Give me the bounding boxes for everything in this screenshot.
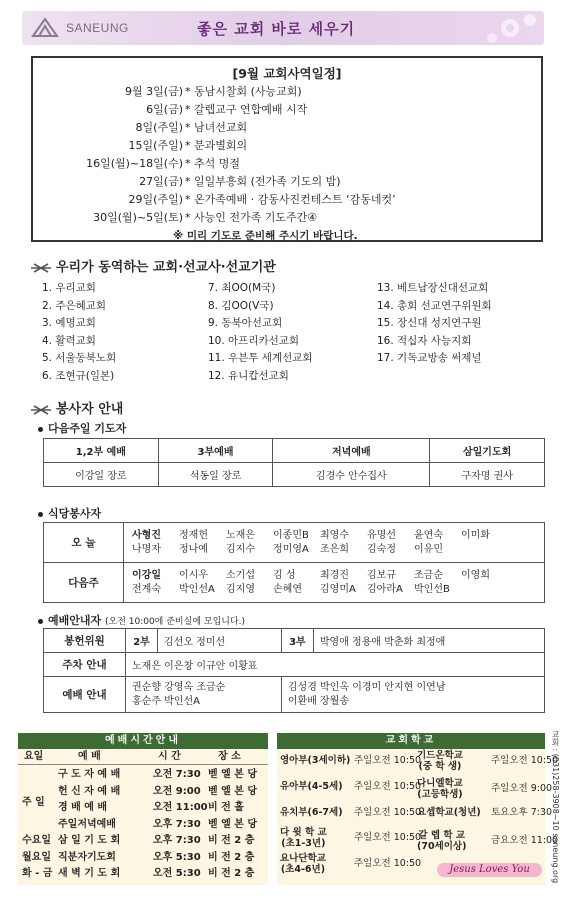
partner-item: 3. 예명교회 [42, 317, 96, 329]
schedule-row [33, 209, 543, 226]
school-time: 주일오전 10:50 [491, 755, 559, 766]
volunteer-name: 사형진 [132, 529, 161, 541]
schedule-event: * 온가족예배 · 감동사진컨테스트 ‘감동네컷’ [185, 193, 396, 206]
worship-name: 주일저녁예배 [58, 818, 116, 830]
school-dept: 갈 렙 학 교 (70세이상) [417, 830, 467, 852]
kitchen-subtitle: 식당봉사자 [38, 505, 101, 521]
worship-time: 오전 9:00 [153, 785, 201, 797]
worship-name: 새 벽 기 도 회 [58, 868, 121, 879]
church-school-title: 교회학교 [277, 733, 545, 749]
schedule-event: * 사능인 전가족 기도주간④ [185, 211, 318, 224]
volunteer-name: 이종민B [273, 529, 309, 541]
section-ornament-icon [30, 404, 52, 416]
school-time: 토요오후 7:30 [491, 807, 553, 818]
worship-name: 헌 신 자 예 배 [58, 785, 121, 797]
school-dept: 요셉학교(청년) [417, 807, 481, 818]
schedule-date: 16일(월)~18일(수) [86, 157, 183, 170]
prayer-header: 저녁예배 [273, 439, 430, 463]
worship-time: 오전 11:00 [153, 802, 208, 813]
volunteer-name: 김영미A [320, 583, 356, 595]
volunteer-name: 김지수 [226, 543, 255, 555]
church-logo-icon [30, 16, 60, 40]
schedule-date: 15일(주일) [128, 139, 183, 152]
partner-item: 16. 적십자 사능지회 [377, 334, 472, 347]
partner-item: 1. 우리교회 [42, 282, 96, 294]
worship-row [18, 834, 268, 848]
worship-place: 벧 엘 본 당 [208, 769, 258, 780]
worship-times-panel [18, 733, 268, 885]
partner-item: 13. 베트남장신대선교회 [377, 282, 489, 294]
partner-item: 15. 장신대 성지연구원 [377, 317, 482, 329]
schedule-row [33, 83, 543, 100]
guide-names-b: 김성경 박인옥 이경미 안지현 이연남 이환배 장월송 [281, 677, 544, 713]
ushers-subtitle: 예배안내자 (오전 10:00에 준비실에 모입니다.) [38, 612, 245, 628]
volunteer-name: 정재헌 [179, 529, 208, 541]
volunteer-name: 박인선A [179, 583, 215, 595]
schedule-row [33, 101, 543, 118]
volunteer-name: 나명자 [132, 543, 161, 555]
worship-time: 오전 7:30 [153, 769, 201, 780]
schedule-date: 6일(금) [146, 103, 183, 116]
worship-time: 오후 7:30 [153, 818, 201, 830]
prayer-value: 김경수 안수집사 [273, 463, 430, 487]
school-dept: 유아부(4-5세) [280, 781, 343, 792]
volunteer-name: 김숙정 [367, 543, 396, 555]
school-dept: 다 윗 학 교 (초1-3년) [280, 827, 327, 849]
prayer-header: 삼일기도회 [430, 439, 545, 463]
school-time: 주일오전 10:50 [354, 781, 422, 792]
kitchen-names [124, 523, 545, 563]
volunteer-name: 소기섭 [226, 569, 255, 581]
volunteer-name: 전계숙 [132, 583, 161, 595]
service-3-label: 3부 [281, 629, 313, 653]
worship-row [18, 785, 268, 799]
volunteer-name: 정나예 [179, 543, 208, 555]
volunteer-name: 이미화 [461, 529, 490, 541]
volunteer-name: 조은희 [320, 543, 349, 555]
worship-times-title: 예배시간안내 [18, 733, 268, 749]
volunteer-name: 최영수 [320, 529, 349, 541]
volunteer-name: 김아라A [367, 583, 403, 595]
schedule-date: 30일(월)~5일(토) [93, 211, 183, 224]
worship-name: 구 도 자 예 배 [58, 769, 121, 780]
worship-row [18, 818, 268, 832]
kitchen-day: 오 늘 [44, 523, 124, 563]
partner-item: 11. 우븐투 세계선교회 [208, 352, 313, 364]
worship-col-header: 장 소 [218, 751, 241, 762]
worship-time: 오후 7:30 [153, 835, 201, 846]
volunteer-name: 손혜연 [273, 583, 302, 595]
service-3-names: 박영애 정용애 박춘화 최정애 [313, 629, 544, 653]
worship-time: 오전 5:30 [153, 868, 201, 879]
volunteer-name: 조금순 [414, 569, 443, 581]
partner-item: 5. 서울동북노회 [42, 352, 117, 364]
worship-place: 비 전 홀 [208, 802, 244, 813]
worship-time: 오후 5:30 [153, 851, 201, 863]
worship-name: 직분자기도회 [58, 851, 116, 863]
school-time: 주일오전 10:50 [354, 858, 422, 869]
prayer-value: 이강일 장로 [44, 463, 159, 487]
school-time: 금요오전 11:00 [491, 835, 559, 846]
volunteer-name: 박인선B [414, 583, 450, 595]
header-banner [22, 11, 544, 45]
partner-item: 6. 조현규(일본) [42, 369, 115, 382]
kitchen-table [43, 522, 545, 603]
schedule-date: 27일(금) [139, 175, 183, 188]
volunteer-name: 정미영A [273, 543, 309, 555]
schedule-event: * 남녀선교회 [185, 121, 248, 134]
volunteer-name: 이유민 [414, 543, 443, 555]
worship-place: 비 전 2 층 [208, 851, 255, 863]
partner-item: 2. 주은혜교회 [42, 299, 107, 312]
schedule-row [33, 155, 543, 172]
schedule-title: [9월 교회사역일정] [232, 66, 342, 81]
school-dept: 영아부(3세이하) [280, 755, 351, 766]
worship-place: 비 전 2 층 [208, 868, 255, 879]
service-2-names: 김선오 정미선 [158, 629, 282, 653]
schedule-row [33, 119, 543, 136]
volunteer-name: 이영희 [461, 569, 490, 581]
school-dept: 기드온학교 (중 학 생) [417, 750, 463, 772]
volunteer-name: 노재은 [226, 529, 255, 541]
brand-name: SANEUNG [66, 21, 129, 35]
guide-names-a: 권순향 강영옥 조금순 홍순주 박인선A [126, 677, 282, 713]
section-ornament-icon [30, 262, 52, 274]
worship-place: 비 전 2 층 [208, 835, 255, 846]
school-time: 주일오전 9:00 [491, 783, 553, 794]
worship-day: 월요일 [22, 851, 51, 863]
schedule-date: 9월 3일(금) [125, 85, 183, 98]
parking-label: 주차 안내 [44, 653, 126, 677]
school-dept: 다니엘학교 (고등학생) [417, 778, 463, 800]
worship-name: 경 배 예 배 [58, 802, 108, 813]
worship-col-header: 요일 [24, 751, 44, 762]
volunteer-name: 이강일 [132, 569, 161, 581]
volunteer-name: 유명선 [367, 529, 396, 541]
worship-day: 화 - 금 [22, 868, 53, 879]
school-time: 주일오전 10:50 [354, 807, 422, 818]
volunteer-name: 최경진 [320, 569, 349, 581]
partner-item: 9. 동북아선교회 [208, 317, 283, 329]
partner-item: 8. 김OO(V국) [208, 299, 274, 312]
offering-label: 봉헌위원 [44, 629, 126, 653]
worship-name: 삼 일 기 도 회 [58, 835, 121, 846]
schedule-date: 8일(주일) [135, 121, 183, 134]
slogan-badge: Jesus Loves You [437, 863, 542, 877]
prayer-header: 1,2부 예배 [44, 439, 159, 463]
monthly-schedule-box [31, 56, 543, 242]
school-dept: 요나단학교 (초4-6년) [280, 853, 326, 875]
worship-row [18, 867, 268, 881]
worship-row [18, 851, 268, 865]
schedule-event: * 동남시찰회 (사능교회) [185, 85, 302, 98]
worship-row [18, 801, 268, 815]
guide-label: 예배 안내 [44, 677, 126, 713]
kitchen-day: 다음주 [44, 563, 124, 603]
school-dept: 유치부(6-7세) [280, 807, 343, 818]
partner-item: 14. 총회 선교연구위원회 [377, 299, 492, 312]
worship-place: 벧 엘 본 당 [208, 785, 258, 797]
prayer-value: 구자명 권사 [430, 463, 545, 487]
volunteer-name: 윤연숙 [414, 529, 443, 541]
parking-names: 노재은 이은창 이규안 이황표 [126, 653, 545, 677]
volunteer-name: 이시우 [179, 569, 208, 581]
worship-col-header: 시 간 [158, 751, 181, 762]
volunteer-name: 김지영 [226, 583, 255, 595]
partner-item: 7. 최OO(M국) [208, 282, 276, 294]
prayer-table [43, 438, 545, 487]
schedule-note: ※ 미리 기도로 준비해 주시기 바랍니다. [173, 230, 358, 242]
schedule-event: * 갈렙교구 연합예배 시작 [185, 103, 308, 116]
partner-item: 10. 아프리카선교회 [208, 334, 300, 347]
schedule-date: 29일(주일) [128, 193, 183, 206]
service-2-label: 2부 [126, 629, 158, 653]
volunteer-name: 김 성 [273, 569, 296, 581]
worship-place: 벧 엘 본 당 [208, 818, 258, 830]
page-title: 좋은 교회 바로 세우기 [197, 20, 356, 38]
schedule-event: * 일일부흥회 (전가족 기도의 밤) [185, 175, 341, 188]
schedule-row [33, 191, 543, 208]
schedule-row [33, 173, 543, 190]
contact-side-text: 교회 : (031)258-3908~10 saneung.org [551, 730, 560, 884]
partners-section-title: 우리가 동역하는 교회·선교사·선교기관 [30, 256, 276, 275]
partner-item: 17. 기독교방송 써제널 [377, 352, 482, 364]
ushers-table [43, 628, 545, 713]
prayer-value: 석동일 장로 [158, 463, 273, 487]
prayer-header: 3부예배 [158, 439, 273, 463]
volunteer-name: 김보규 [367, 569, 396, 581]
schedule-row [33, 137, 543, 154]
worship-col-header: 예 배 [78, 751, 101, 762]
partner-item: 12. 유니캅선교회 [208, 369, 289, 382]
schedule-event: * 분과별회의 [185, 139, 248, 152]
flower-decoration-icon [480, 12, 540, 44]
partner-item: 4. 활력교회 [42, 334, 96, 347]
kitchen-names [124, 563, 545, 603]
worship-row [18, 768, 268, 782]
volunteers-section-title: 봉사자 안내 [30, 398, 123, 417]
school-time: 주일오전 10:50 [354, 832, 422, 843]
school-time: 주일오전 10:50 [354, 755, 422, 766]
sunday-label: 주 일 [22, 797, 45, 808]
worship-day: 수요일 [22, 835, 51, 846]
prayer-subtitle: 다음주일 기도자 [38, 420, 126, 436]
schedule-event: * 추석 명절 [185, 157, 240, 170]
